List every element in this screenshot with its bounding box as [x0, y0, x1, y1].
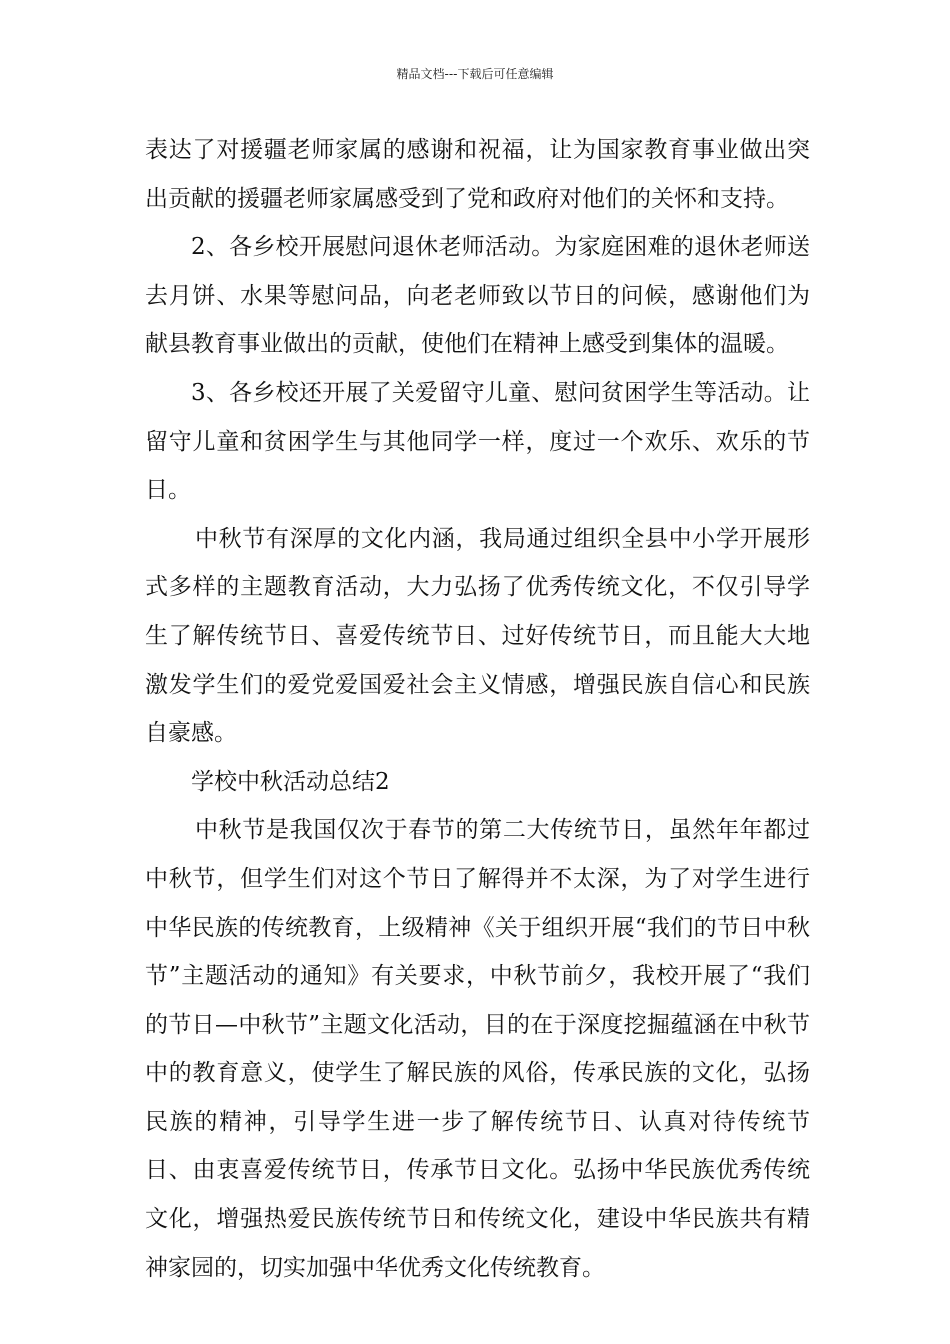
paragraph-item-3: 3、各乡校还开展了关爱留守儿童、慰问贫困学生等活动。让留守儿童和贫困学生与其他同学一样，度过一个欢乐、欢乐的节日。 — [145, 379, 810, 504]
paragraph-item-2: 2、各乡校开展慰问退休老师活动。为家庭困难的退休老师送去月饼、水果等慰问品，向老老师致以节日的问候，感谢他们为献县教育事业做出的贡献，使他们在精神上感受到集体的温暖。 — [145, 234, 810, 358]
paragraph-section-2-body: 中秋节是我国仅次于春节的第二大传统节日，虽然年年都过中秋节，但学生们对这个节日了解得并不太深，为了对学生进行中华民族的传统教育，上级精神《关于组织开展“我们的节日中秋节”主题活动的通知》有关要求，中秋节前夕，我校开展了“我们的节日—中秋节”主题文化活动，目的在于深度挖掘蕴涵在中秋节中的教育意义，使学生了解民族的风俗，传承民族的文化，弘扬民族的精神，引导学生进一步了解传统节日、认真对待传统节日、由衷喜爱传统节日，传承节日文化。弘扬中华民族优秀传统文化，增强热爱民族传统节日和传统文化，建设中华民族共有精神家园的，切实加强中华优秀文化传统教育。 — [145, 817, 810, 1281]
document-body — [145, 126, 810, 1292]
page-header: 精品文档---下载后可任意编辑 — [396, 67, 554, 81]
section-heading: 学校中秋活动总结2 — [191, 768, 390, 795]
paragraph-continued: 表达了对援疆老师家属的感谢和祝福，让为国家教育事业做出突出贡献的援疆老师家属感受到了党和政府对他们的关怀和支持。 — [145, 137, 810, 212]
paragraph-summary: 中秋节有深厚的文化内涵，我局通过组织全县中小学开展形式多样的主题教育活动，大力弘扬了优秀传统文化，不仅引导学生了解传统节日、喜爱传统节日、过好传统节日，而且能大大地激发学生们的爱党爱国爱社会主义情感，增强民族自信心和民族自豪感。 — [145, 525, 810, 747]
